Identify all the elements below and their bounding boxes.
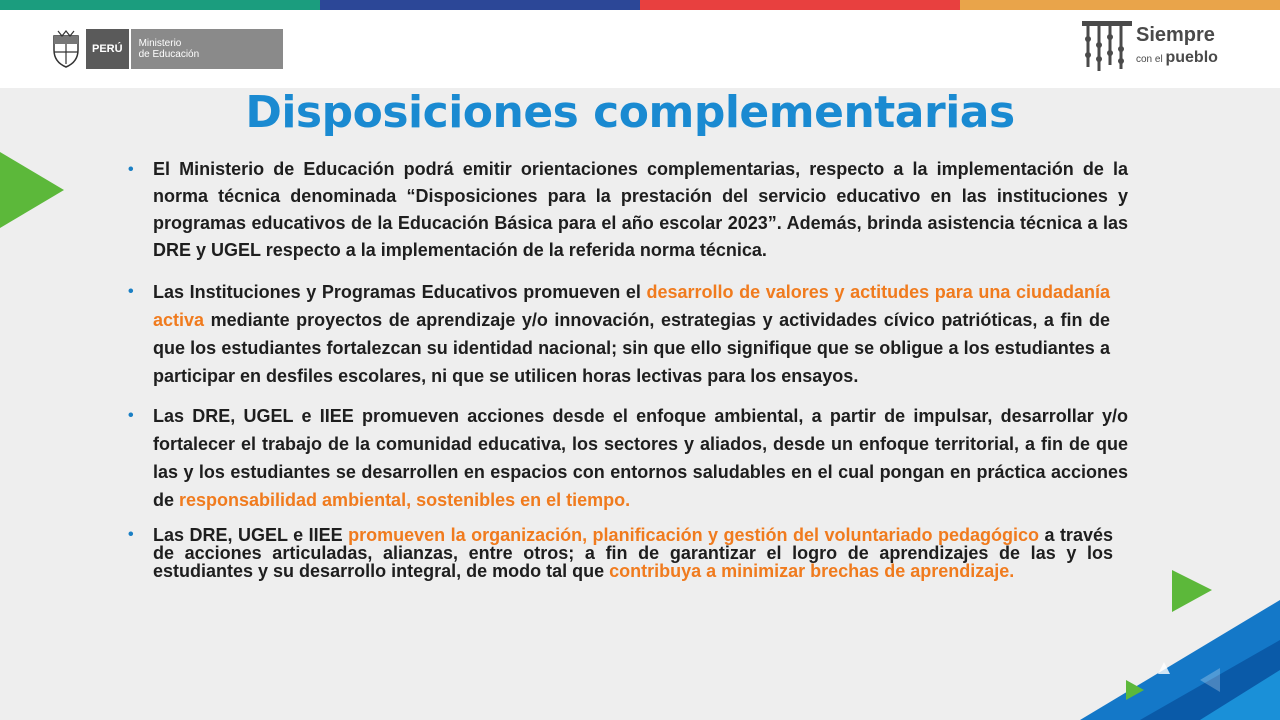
bullet-2-text-b: mediante proyectos de aprendizaje y/o innovación, estrategias y actividades cívico patrióticas, a fin de que los estudiantes fortalezcan su identidad nacional; sin que ello signifique que se obligue a los estudiantes a participar en desfiles escolares, ni que se utilicen horas lectivas para los ensayos. <box>153 310 1110 386</box>
coat-of-arms-icon <box>50 30 82 68</box>
green-triangle-decoration <box>0 152 64 228</box>
ministry-line-2: de Educación <box>138 49 200 60</box>
bullet-3-text-a: Las DRE, UGEL e IIEE promueven acciones desde el enfoque ambiental, a partir de impulsar, desarrollar y/o fortalecer el trabajo de la comunidad educativa, los sectores y aliados, desde un enfoque territorial, a fin de que las y los estudiantes se desarrollen en espacios con entornos saludables en el cual pongan en práctica acciones de <box>153 406 1128 510</box>
brand-line-1: Siempre <box>1136 24 1215 46</box>
quipu-icon <box>1080 19 1134 75</box>
bullet-4-text-a: Las DRE, UGEL e IIEE <box>153 525 349 545</box>
bullet-4-highlight-b: contribuya a minimizar brechas de aprendizaje. <box>609 561 1015 581</box>
bullet-item-4 <box>128 526 1113 580</box>
bullet-4-text-b: a través de acciones articuladas, alianzas, entre otros; a fin de garantizar el logro de aprendizajes de las y los estudiantes y su desarrollo integral, de modo tal que <box>153 525 1113 581</box>
color-segment-orange <box>960 0 1280 10</box>
slide-title: Disposiciones complementarias <box>245 87 1015 138</box>
bullet-2-text-a: Las Instituciones y Programas Educativos promueven el <box>153 282 647 302</box>
top-color-bar <box>0 0 1280 10</box>
bullet-3-highlight: responsabilidad ambiental, sostenibles en el tiempo. <box>179 490 631 510</box>
ministry-line-1: Ministerio <box>138 38 182 49</box>
color-segment-navy <box>320 0 640 10</box>
siempre-con-el-pueblo-logo <box>1080 19 1240 75</box>
color-segment-red <box>640 0 960 10</box>
bullet-1-text: El Ministerio de Educación podrá emitir orientaciones complementarias, respecto a la implementación de la norma técnica denominada “Disposiciones para la prestación del servicio educativo en las instituciones y programas educativos de la Educación Básica para el año escolar 2023”. Además, brinda asistencia técnica a las DRE y UGEL respecto a la implementación de la referida norma técnica. <box>153 159 1128 260</box>
bullet-list <box>128 156 1128 580</box>
brand-pueblo: pueblo <box>1165 49 1218 66</box>
peru-label: PERÚ <box>86 29 129 69</box>
bullet-item-2 <box>128 278 1110 390</box>
bullet-4-highlight-a: promueven la organización, planificación y gestión del voluntariado pedagógico <box>348 525 1039 545</box>
ministry-label <box>131 29 283 69</box>
ministry-logo <box>50 29 283 69</box>
color-segment-teal <box>0 0 320 10</box>
bullet-item-1 <box>128 156 1128 264</box>
bullet-item-3 <box>128 402 1128 514</box>
brand-line-2 <box>1136 49 1218 67</box>
brand-small: con el <box>1136 54 1163 65</box>
bullet-2-highlight: desarrollo de valores y actitudes para una ciudadanía activa <box>153 282 1111 330</box>
corner-decoration <box>1040 560 1280 720</box>
green-arrow-icon <box>1172 570 1212 612</box>
